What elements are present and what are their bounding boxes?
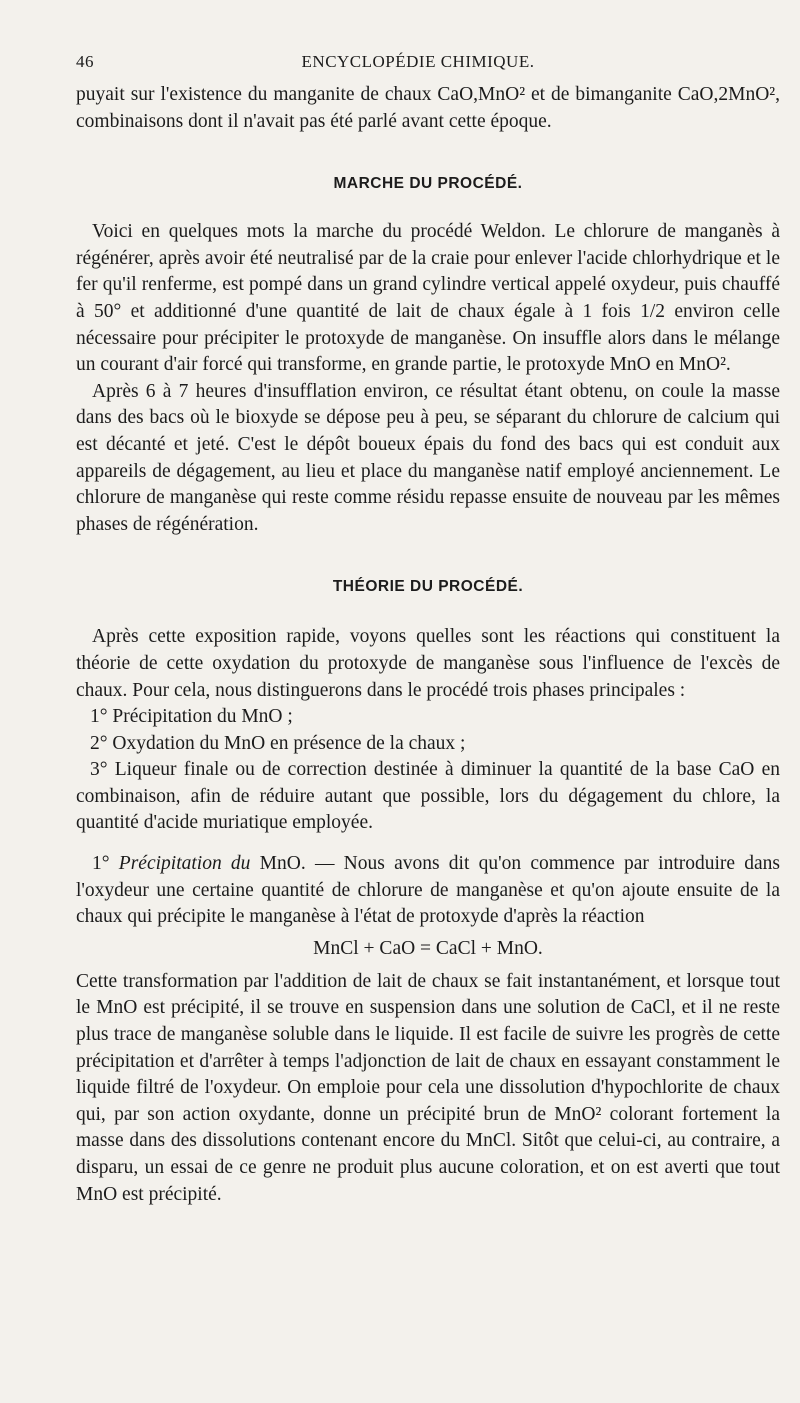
paragraph-marche-1: Voici en quelques mots la marche du procédé Weldon. Le chlorure de manganès à régénérer, après avoir été neutralisé par de la craie pour enlever l'acide chlorhydrique et le fer qu'il renferme, est pompé dans un grand cylindre vertical appelé oxydeur, puis chauffé à 50° et additionné d'une quantité de lait de chaux égale à 1 fois 1/2 environ celle nécessaire pour précipiter le protoxyde de manganèse. On insuffle alors dans le mélange un courant d'air forcé qui transforme, en grande partie, le protoxyde MnO en MnO². — [76, 221, 780, 376]
subsection-title: Précipitation du — [118, 853, 251, 875]
section-heading-theorie: THÉORIE DU PROCÉDÉ. — [332, 578, 524, 596]
page-header — [76, 52, 780, 82]
paragraph-marche-2: Après 6 à 7 heures d'insufflation environ, ce résultat étant obtenu, on coule la masse dans des bacs où le bioxyde se dépose peu à peu, se séparant du chlorure de calcium qui est décanté et jeté. C'est le dépôt boueux épais du fond des bacs qui est conduit aux appareils de dégagement, au lieu et place du manganèse natif employé anciennement. Le chlorure de manganèse qui reste comme résidu repasse ensuite de nouveau par les mêmes phases de régénération. — [76, 380, 780, 535]
list-item-1: 1° Précipitation du MnO ; — [90, 706, 293, 728]
paragraph-final: Cette transformation par l'addition de lait de chaux se fait instantanément, et lorsque tout le MnO est précipité, il se trouve en suspension dans une solution de CaCl, et il ne reste plus trace de manganèse soluble dans le liquide. Il est facile de suivre les progrès de cette précipitation et d'arrêter à temps l'adjonction de lait de chaux en essayant constamment le liquide filtré de l'oxydeur. On emploie pour cela une dissolution d'hypochlorite de chaux qui, par son action oxydante, donne un précipité brun de MnO² colorant fortement la masse dans des dissolutions contenant encore du MnCl. Sitôt que celui-ci, au contraire, a disparu, un essai de ce genre ne produit plus aucune coloration, et on est averti que tout MnO est précipité. — [76, 970, 780, 1205]
list-item-2: 2° Oxydation du MnO en présence de la chaux ; — [90, 732, 466, 754]
subsection-number: 1° — [92, 853, 110, 875]
page-number: 46 — [76, 52, 94, 71]
subsection-paragraph — [76, 851, 780, 931]
section-heading-marche: MARCHE DU PROCÉDÉ. — [333, 175, 523, 193]
running-title: ENCYCLOPÉDIE CHIMIQUE. — [301, 52, 535, 71]
list-item-3: 3° Liqueur finale ou de correction destinée à diminuer la quantité de la base CaO en combinaison, afin de réduire autant que possible, lors du dégagement du chlore, la quantité d'acide muriatique employée. — [76, 759, 780, 834]
subsection-text: MnO. — Nous avons dit qu'on commence par introduire dans l'oxydeur une certaine quantité de chlorure de manganèse et qu'on ajoute ensuite de la chaux qui précipite le manganèse à l'état de protoxyde d'après la réaction — [76, 853, 781, 928]
intro-paragraph: puyait sur l'existence du manganite de chaux CaO,MnO² et de bimanganite CaO,2MnO², combinaisons dont il n'avait pas été parlé avant cette époque. — [76, 84, 780, 132]
paragraph-theorie-1: Après cette exposition rapide, voyons quelles sont les réactions qui constituent la théorie de cette oxydation du protoxyde de manganèse sous l'influence de l'excès de chaux. Pour cela, nous distinguerons dans le procédé trois phases principales : — [76, 626, 780, 701]
chemical-equation: MnCl + CaO = CaCl + MnO. — [313, 937, 543, 959]
